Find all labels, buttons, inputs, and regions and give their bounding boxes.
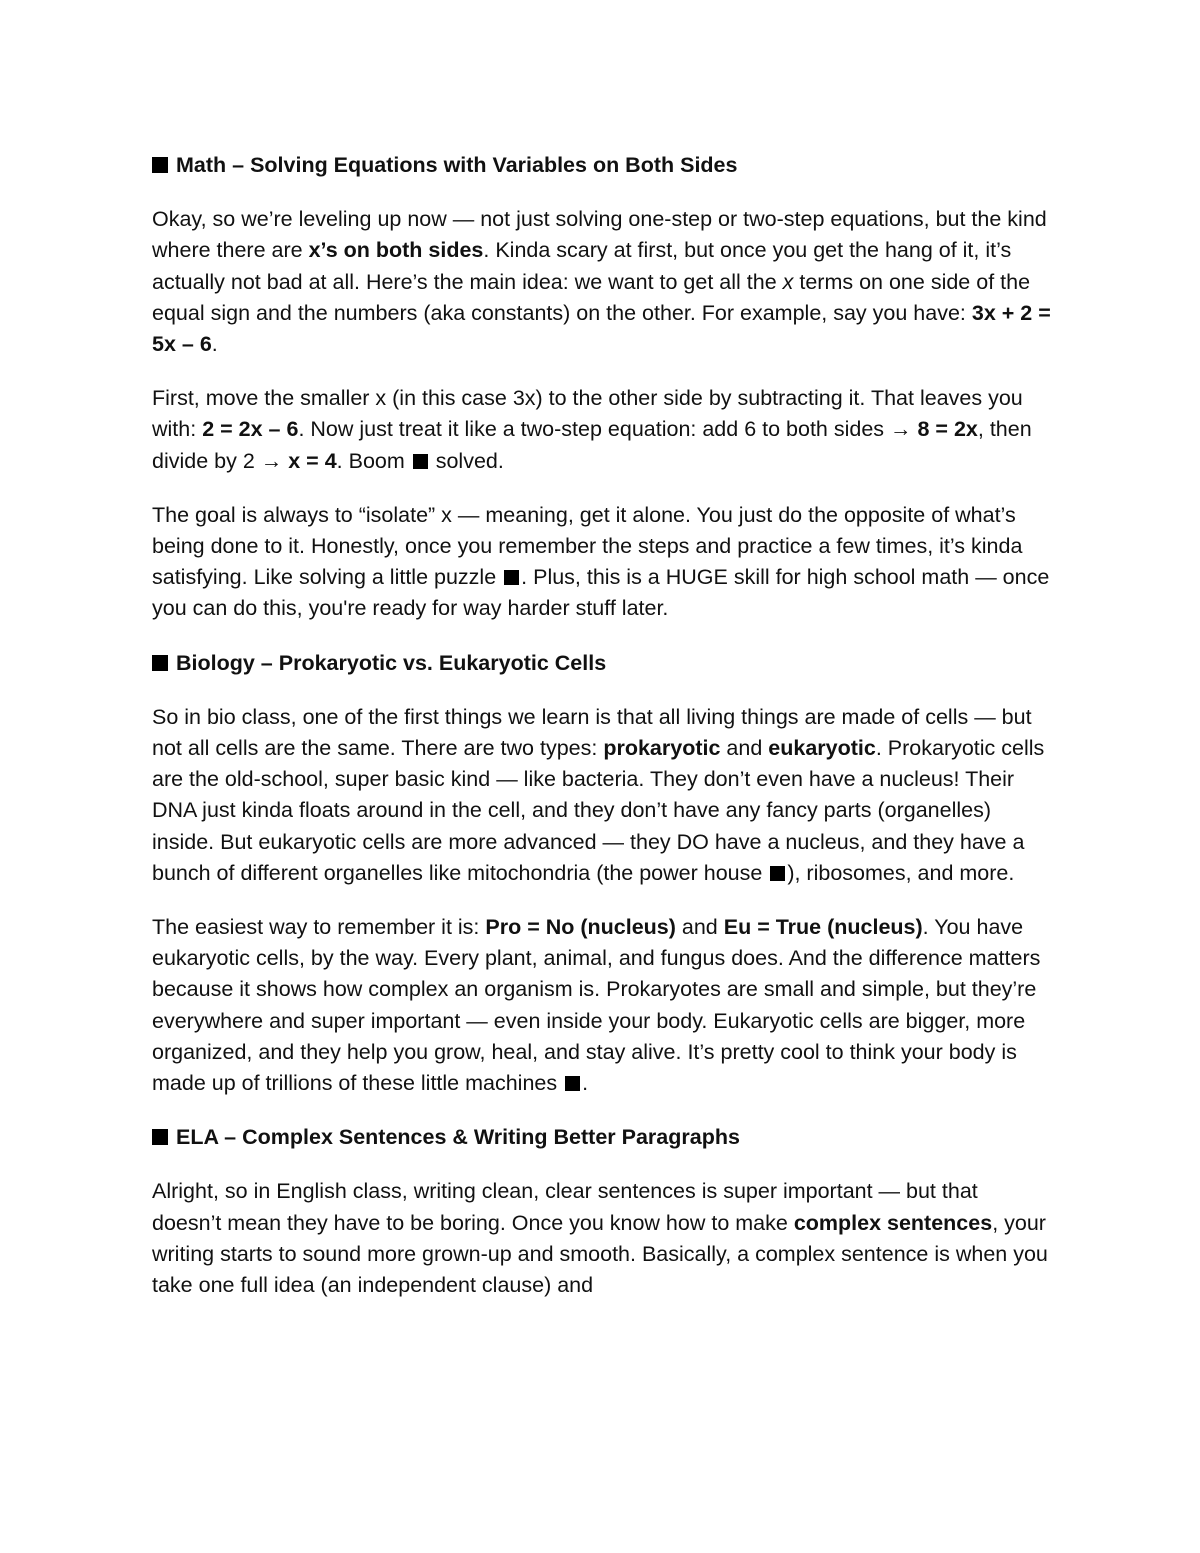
biology-heading: Biology – Prokaryotic vs. Eukaryotic Cells	[152, 648, 1052, 679]
math-paragraph-3: The goal is always to “isolate” x — meaning, get it alone. You just do the opposite of what’s being done to it. Honestly, once you remember the steps and practice a few times, it’s kinda satisfying. Like solving a little puzzle . Plus, this is a HUGE skill for high school math — once you can do this, you're ready for way harder stuff later.	[152, 502, 1050, 621]
square-glyph-icon	[770, 866, 785, 881]
document-page	[152, 150, 1052, 1324]
math-heading: Math – Solving Equations with Variables on Both Sides	[152, 150, 1052, 181]
biology-paragraph-1: So in bio class, one of the first things we learn is that all living things are made of cells — but not all cells are the same. There are two types: prokaryotic and eukaryotic. Prokaryotic cells are the old-school, super basic kind — like bacteria. They don’t even have a nucleus! Their DNA just kinda floats around in the cell, and they don’t have any fancy parts (organelles) inside. But eukaryotic cells are more advanced — they DO have a nucleus, and they have a bunch of different organelles like mitochondria (the power house ), ribosomes, and more.	[152, 704, 1045, 885]
square-glyph-icon	[565, 1076, 580, 1091]
biology-paragraph-2: The easiest way to remember it is: Pro = No (nucleus) and Eu = True (nucleus). You have eukaryotic cells, by the way. Every plant, animal, and fungus does. And the difference matters because it shows how complex an organism is. Prokaryotes are small and simple, but they’re everywhere and super important — even inside your body. Eukaryotic cells are bigger, more organized, and they help you grow, heal, and stay alive. It’s pretty cool to think your body is made up of trillions of these little machines .	[152, 915, 1041, 1096]
ela-heading: ELA – Complex Sentences & Writing Better Paragraphs	[152, 1122, 1052, 1153]
math-paragraph-2: First, move the smaller x (in this case 3x) to the other side by subtracting it. That leaves you with: 2 = 2x – 6. Now just treat it like a two-step equation: add 6 to both sides → 8 = 2x, then divide by 2 → x = 4. Boom solved.	[152, 386, 1032, 473]
square-bullet-icon	[152, 157, 168, 173]
square-bullet-icon	[152, 655, 168, 671]
ela-paragraph-1: Alright, so in English class, writing clean, clear sentences is super important — but that doesn’t mean they have to be boring. Once you know how to make complex sentences, your writing starts to sound more grown-up and smooth. Basically, a complex sentence is when you take one full idea (an independent clause) and	[152, 1179, 1048, 1298]
math-paragraph-1: Okay, so we’re leveling up now — not just solving one-step or two-step equations, but the kind where there are x’s on both sides. Kinda scary at first, but once you get the hang of it, it’s actually not bad at all. Here’s the main idea: we want to get all the x terms on one side of the equal sign and the numbers (aka constants) on the other. For example, say you have: 3x + 2 = 5x – 6.	[152, 207, 1051, 357]
square-glyph-icon	[504, 570, 519, 585]
square-bullet-icon	[152, 1129, 168, 1145]
square-glyph-icon	[413, 454, 428, 469]
